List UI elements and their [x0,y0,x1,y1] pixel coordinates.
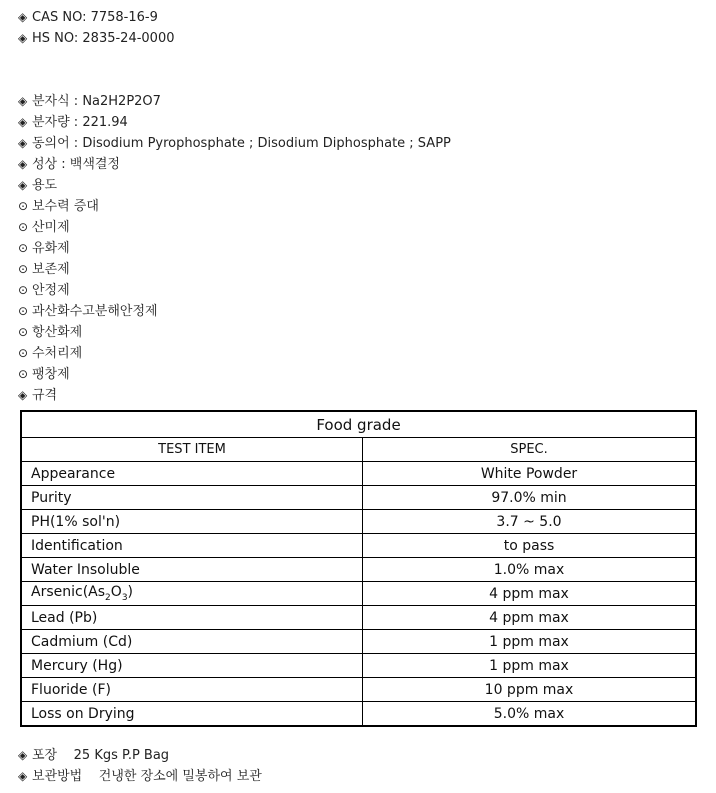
test-item-cell: Lead (Pb) [21,606,363,630]
test-item-cell: Fluoride (F) [21,678,363,702]
test-item-cell: Mercury (Hg) [21,654,363,678]
test-item-cell: Purity [21,486,363,510]
use-item: ⊙ 유화제 [18,241,70,256]
spec-cell: White Powder [363,462,697,486]
spec-cell: 1 ppm max [363,630,697,654]
use-item: ⊙ 안정제 [18,283,70,298]
circle-dot-icon: ⊙ [18,220,29,234]
column-header-spec: SPEC. [363,438,697,462]
test-item-cell: Loss on Drying [21,702,363,727]
circle-dot-icon: ⊙ [18,346,29,360]
table-row [21,558,696,582]
test-item-cell: Cadmium (Cd) [21,630,363,654]
diamond-bullet-icon: ◈ [18,10,28,24]
table-row [21,534,696,558]
packaging-line [18,746,169,765]
table-row [21,582,696,606]
test-item-cell: Water Insoluble [21,558,363,582]
use-item: ⊙ 과산화수고분해안정제 [18,304,158,319]
spec-table [20,410,697,727]
test-item-cell: Identification [21,534,363,558]
diamond-bullet-icon: ◈ [18,388,28,402]
table-row [21,630,696,654]
circle-dot-icon: ⊙ [18,367,29,381]
use-item: ⊙ 보수력 증대 [18,199,99,214]
diamond-bullet-icon: ◈ [18,748,28,762]
test-item-cell: Appearance [21,462,363,486]
spec-cell: 97.0% min [363,486,697,510]
hs-number: HS NO: 2835-24-0000 [32,31,175,46]
use-item: ⊙ 팽창제 [18,367,70,382]
table-row [21,462,696,486]
table-row [21,702,696,727]
packaging-text: 포장 25 Kgs P.P Bag [32,748,170,763]
property-uses-heading: ◈ 용도 [18,178,58,193]
use-item: ⊙ 산미제 [18,220,70,235]
spec-heading: ◈ 규격 [18,388,58,403]
table-row [21,486,696,510]
diamond-bullet-icon: ◈ [18,115,28,129]
diamond-bullet-icon: ◈ [18,769,28,783]
test-item-cell: PH(1% sol'n) [21,510,363,534]
use-item: ⊙ 항산화제 [18,325,83,340]
use-item: ⊙ 보존제 [18,262,70,277]
spec-cell: 1.0% max [363,558,697,582]
circle-dot-icon: ⊙ [18,262,29,276]
circle-dot-icon: ⊙ [18,283,29,297]
table-row [21,510,696,534]
spec-cell: 1 ppm max [363,654,697,678]
spec-cell: to pass [363,534,697,558]
table-title: Food grade [21,411,696,438]
test-item-cell: $Arsenic(As_2O_3)$ [21,582,363,606]
property-appearance: ◈ 성상 : 백색결정 [18,157,120,172]
spec-cell: 4 ppm max [363,582,697,606]
table-row [21,654,696,678]
spec-cell: 4 ppm max [363,606,697,630]
property-synonyms: ◈ 동의어 : Disodium Pyrophosphate ; Disodium Diphosphate ; SAPP [18,136,451,151]
hs-number-line [18,29,175,48]
spec-cell: 5.0% max [363,702,697,727]
circle-dot-icon: ⊙ [18,325,29,339]
column-header-test-item: TEST ITEM [21,438,363,462]
circle-dot-icon: ⊙ [18,304,29,318]
diamond-bullet-icon: ◈ [18,136,28,150]
table-row [21,678,696,702]
storage-line [18,767,262,786]
diamond-bullet-icon: ◈ [18,157,28,171]
cas-number-line [18,8,158,27]
property-weight: ◈ 분자량 : 221.94 [18,115,128,130]
property-formula: ◈ 분자식 : Na2H2P2O7 [18,94,161,109]
circle-dot-icon: ⊙ [18,199,29,213]
table-row [21,606,696,630]
diamond-bullet-icon: ◈ [18,178,28,192]
use-item: ⊙ 수처리제 [18,346,83,361]
storage-text: 보관방법 건냉한 장소에 밀봉하여 보관 [32,769,262,784]
circle-dot-icon: ⊙ [18,241,29,255]
diamond-bullet-icon: ◈ [18,94,28,108]
cas-number: CAS NO: 7758-16-9 [32,10,158,25]
spec-cell: 3.7 ~ 5.0 [363,510,697,534]
spec-cell: 10 ppm max [363,678,697,702]
diamond-bullet-icon: ◈ [18,31,28,45]
